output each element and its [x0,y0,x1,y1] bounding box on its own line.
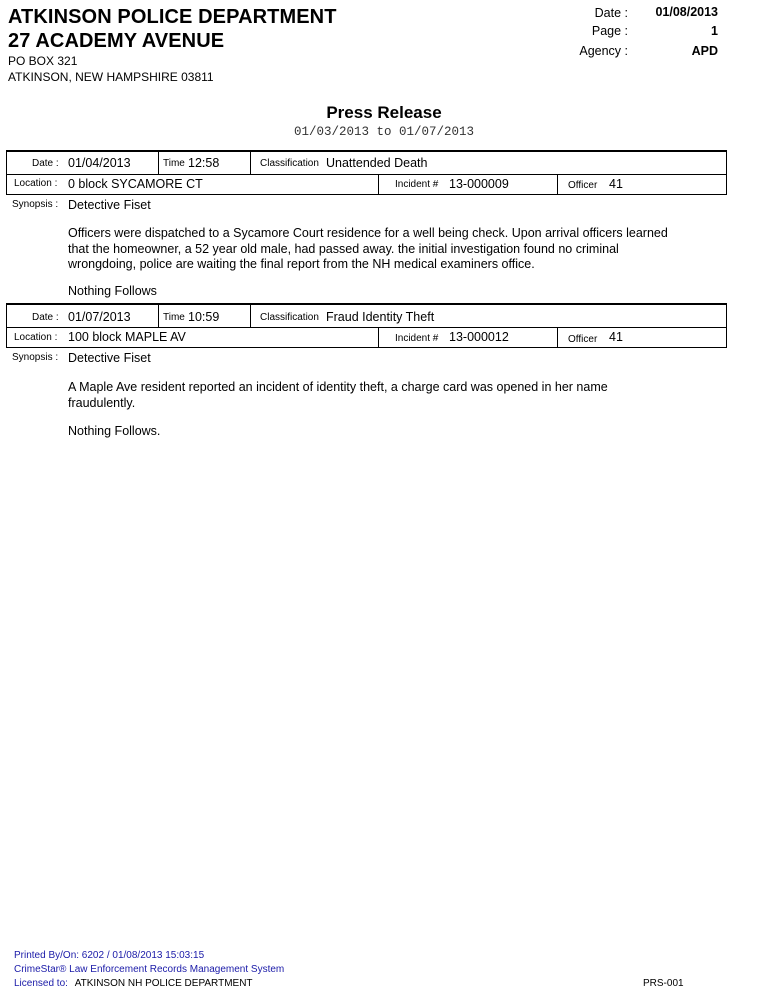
licensed-to-value: ATKINSON NH POLICE DEPARTMENT [74,978,253,989]
entry-top-rule [6,303,727,305]
row-divider [6,174,727,175]
row-divider [6,347,727,348]
cell-border [378,174,379,194]
agency-value: APD [691,44,718,58]
licensed-to [14,978,253,989]
synopsis-label: Synopsis : [12,352,59,363]
synopsis-body: A Maple Ave resident reported an incident of identity theft, a charge card was opened in her name fraudulently. [68,380,608,410]
cell-border [726,152,727,194]
incident-number-value: 13-000009 [449,177,509,191]
location-label: Location : [14,178,58,189]
page-value: 1 [711,24,718,38]
incident-number-label: Incident # [395,179,439,190]
synopsis-closing: Nothing Follows [68,284,157,298]
incident-time: 12:58 [188,156,220,170]
cell-border [250,305,251,327]
location-label: Location : [14,332,58,343]
synopsis-label: Synopsis : [12,199,59,210]
officer-value: 41 [609,330,623,344]
licensed-to-label: Licensed to: [14,978,68,989]
row-divider [6,194,727,195]
entry-top-rule [6,150,727,152]
report-date-label: Date : [594,6,628,20]
date-label: Date : [32,312,59,323]
page-label: Page : [591,24,628,38]
incident-date: 01/04/2013 [68,156,131,170]
date-range: 01/03/2013 to 01/07/2013 [293,125,475,139]
system-name: CrimeStar® Law Enforcement Records Management System [14,964,285,975]
cell-border [6,305,7,347]
synopsis-closing: Nothing Follows. [68,424,161,438]
report-date-value: 01/08/2013 [655,5,718,19]
date-label: Date : [32,158,59,169]
officer-value: 41 [609,177,623,191]
cell-border [158,305,159,327]
incident-number-value: 13-000012 [449,330,509,344]
cell-border [557,174,558,194]
officer-label: Officer [568,180,598,191]
department-po-box: PO BOX 321 [8,54,78,68]
classification-value: Fraud Identity Theft [326,310,435,324]
synopsis-body: Officers were dispatched to a Sycamore Court residence for a well being check. Upon arrival officers learned that the homeowner, a 52 year old male, had passed away. the initial investigation found no criminal wrongdoing, police are waiting the final report from the NH medical examiners office. [68,226,668,271]
location-value: 100 block MAPLE AV [68,330,186,344]
time-label: Time [163,158,185,169]
location-value: 0 block SYCAMORE CT [68,177,203,191]
press-release-title: Press Release [326,103,442,122]
classification-value: Unattended Death [326,156,428,170]
classification-label: Classification [260,158,319,169]
incident-date: 01/07/2013 [68,310,131,324]
cell-border [726,305,727,347]
incident-time: 10:59 [188,310,220,324]
department-street: 27 ACADEMY AVENUE [8,30,225,52]
synopsis-title: Detective Fiset [68,351,151,365]
cell-border [378,327,379,347]
row-divider [6,327,727,328]
cell-border [158,152,159,174]
department-city: ATKINSON, NEW HAMPSHIRE 03811 [8,70,214,84]
form-code: PRS-001 [643,978,684,989]
cell-border [250,152,251,174]
agency-label: Agency : [579,44,628,58]
cell-border [6,152,7,194]
synopsis-title: Detective Fiset [68,198,151,212]
time-label: Time [163,312,185,323]
department-name: ATKINSON POLICE DEPARTMENT [8,6,337,28]
incident-number-label: Incident # [395,333,439,344]
classification-label: Classification [260,312,319,323]
officer-label: Officer [568,334,598,345]
cell-border [557,327,558,347]
printed-by-line: Printed By/On: 6202 / 01/08/2013 15:03:15 [14,950,205,961]
